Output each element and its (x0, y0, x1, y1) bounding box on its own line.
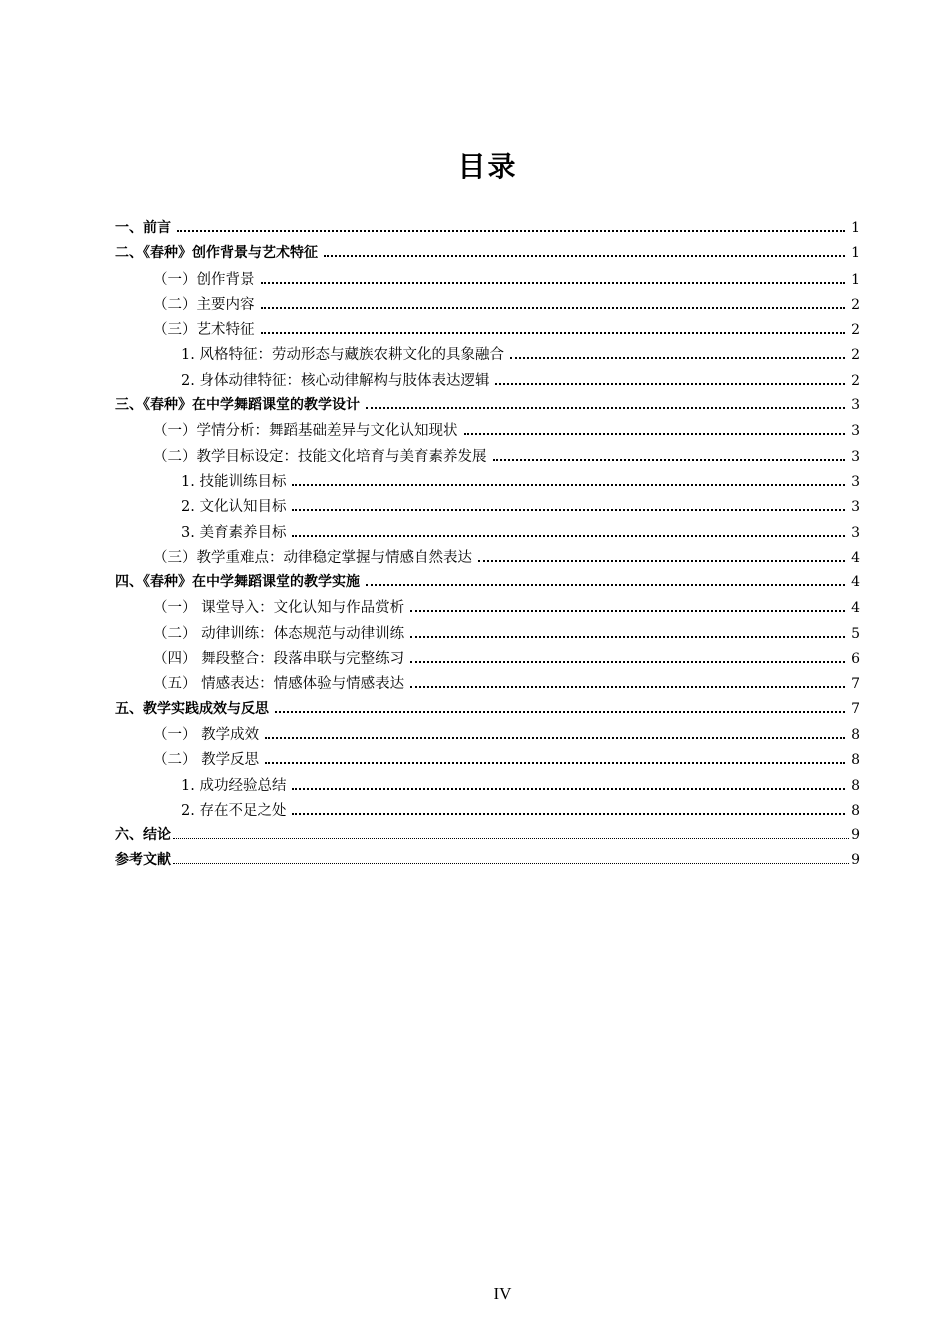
toc-page-number: 3 (851, 524, 860, 541)
toc-entry-text: （三）艺术特征 (153, 322, 255, 339)
toc-entry-5-2-2[interactable] (115, 799, 860, 824)
toc-dot-leader (366, 407, 845, 409)
toc-entry-text: （三）教学重难点：动律稳定掌握与情感自然表达 (153, 549, 472, 566)
toc-entry-text: 1. 风格特征：劳动形态与藏族农耕文化的具象融合 (181, 347, 504, 364)
toc-entry-chapter-5[interactable] (115, 698, 860, 723)
toc-entry-chapter-4[interactable] (115, 571, 860, 596)
toc-entry-3-2-2[interactable] (115, 495, 860, 520)
toc-entry-text: （二） 教学反思 (153, 752, 260, 769)
toc-entry-conclusion[interactable] (115, 824, 860, 849)
toc-page-number: 3 (851, 499, 860, 516)
toc-dot-leader (464, 433, 846, 435)
toc-page-number: 3 (851, 397, 860, 414)
page-title: 目录 (457, 150, 518, 183)
toc-dot-leader (261, 332, 846, 334)
toc-page-number: 3 (851, 448, 860, 465)
toc-entry-chapter-2[interactable] (115, 242, 860, 267)
toc-dot-leader (410, 610, 845, 612)
toc-entry-text: 三、《春种》在中学舞蹈课堂的教学设计 (115, 397, 360, 414)
toc-page-number: 2 (851, 322, 860, 339)
toc-dot-leader (173, 838, 849, 839)
toc-dot-leader (292, 813, 845, 815)
toc-entry-4-4[interactable] (115, 647, 860, 672)
toc-entry-text: 2. 文化认知目标 (181, 499, 287, 516)
toc-page-number: 9 (851, 827, 860, 844)
toc-page-number: 1 (851, 271, 860, 288)
toc-dot-leader (410, 686, 845, 688)
toc-entry-text: 一、前言 (115, 220, 171, 236)
toc-page-number: 4 (851, 574, 860, 591)
toc-dot-leader (495, 383, 845, 385)
toc-entry-preface[interactable] (115, 217, 860, 242)
toc-page-number: 8 (851, 726, 860, 743)
toc-dot-leader (275, 711, 845, 713)
toc-page-number: 6 (851, 651, 860, 668)
toc-page-number: 7 (851, 700, 860, 717)
toc-entry-3-1[interactable] (115, 419, 860, 444)
toc-dot-leader (265, 762, 845, 764)
toc-page-number: 8 (851, 752, 860, 769)
toc-page-number: 4 (851, 600, 860, 617)
toc-entry-2-3[interactable] (115, 318, 860, 343)
toc-dot-leader (292, 788, 845, 790)
toc-page-number: 2 (851, 372, 860, 389)
toc-entry-text: （一）学情分析：舞蹈基础差异与文化认知现状 (153, 423, 458, 440)
toc-entry-2-2[interactable] (115, 293, 860, 318)
toc-entry-5-2[interactable] (115, 748, 860, 773)
toc-entry-text: （二）教学目标设定：技能文化培育与美育素养发展 (153, 448, 487, 465)
toc-dot-leader (292, 535, 845, 537)
toc-entry-text: （一） 教学成效 (153, 726, 260, 743)
toc-entry-text: （二） 动律训练：体态规范与动律训练 (153, 625, 405, 642)
toc-entry-3-2[interactable] (115, 445, 860, 470)
toc-page-number: 7 (851, 676, 860, 693)
toc-page-number: 3 (851, 423, 860, 440)
toc-entry-text: 四、《春种》在中学舞蹈课堂的教学实施 (115, 574, 360, 591)
toc-entry-2-3-1[interactable] (115, 343, 860, 368)
toc-page-number: 1 (851, 245, 860, 262)
toc-entry-text: 五、教学实践成效与反思 (115, 700, 269, 717)
toc-entry-3-2-3[interactable] (115, 521, 860, 546)
toc-page-number: 2 (851, 296, 860, 313)
toc-dot-leader (410, 661, 845, 663)
page-number: IV (493, 1284, 512, 1303)
toc-entry-5-2-1[interactable] (115, 774, 860, 799)
toc-dot-leader (261, 307, 846, 309)
toc-entry-text: 参考文献 (115, 852, 171, 869)
toc-dot-leader (261, 282, 846, 284)
toc-entry-text: （四） 舞段整合：段落串联与完整练习 (153, 651, 405, 668)
toc-page-number: 8 (851, 777, 860, 794)
toc-entry-text: 1. 技能训练目标 (181, 473, 287, 490)
toc-page-number: 9 (851, 852, 860, 869)
toc-page-number: 8 (851, 802, 860, 819)
toc-dot-leader (292, 484, 845, 486)
toc-dot-leader (324, 255, 845, 257)
toc-entry-4-2[interactable] (115, 622, 860, 647)
toc-dot-leader (265, 737, 845, 739)
toc-dot-leader (493, 459, 846, 461)
toc-entry-text: 六、结论 (115, 827, 171, 844)
toc-entry-5-1[interactable] (115, 723, 860, 748)
toc-entry-text: （五） 情感表达：情感体验与情感表达 (153, 676, 405, 693)
toc-entry-3-3[interactable] (115, 546, 860, 571)
toc-dot-leader (366, 584, 845, 586)
toc-entry-4-1[interactable] (115, 596, 860, 621)
toc-entry-4-5[interactable] (115, 672, 860, 697)
toc-entry-2-3-2[interactable] (115, 369, 860, 394)
toc-entry-3-2-1[interactable] (115, 470, 860, 495)
toc-page-number: 5 (851, 625, 860, 642)
toc-dot-leader (510, 357, 845, 359)
toc-dot-leader (173, 863, 849, 864)
toc-dot-leader (292, 509, 845, 511)
toc-page-number: 1 (851, 220, 860, 236)
table-of-contents (115, 217, 860, 875)
toc-page-number: 3 (851, 473, 860, 490)
toc-dot-leader (410, 636, 845, 638)
toc-page-number: 2 (851, 347, 860, 364)
toc-entry-text: 二、《春种》创作背景与艺术特征 (115, 245, 318, 262)
toc-dot-leader (478, 560, 845, 562)
toc-entry-chapter-3[interactable] (115, 394, 860, 419)
toc-dot-leader (177, 230, 845, 232)
toc-entry-text: 2. 存在不足之处 (181, 802, 287, 819)
toc-page-number: 4 (851, 549, 860, 566)
toc-entry-text: 1. 成功经验总结 (181, 777, 287, 794)
toc-entry-text: （二）主要内容 (153, 296, 255, 313)
toc-entry-2-1[interactable] (115, 268, 860, 293)
toc-entry-text: 2. 身体动律特征：核心动律解构与肢体表达逻辑 (181, 372, 490, 389)
toc-entry-text: 3. 美育素养目标 (181, 524, 287, 541)
toc-entry-references[interactable] (115, 849, 860, 874)
toc-entry-text: （一） 课堂导入：文化认知与作品赏析 (153, 600, 405, 617)
toc-entry-text: （一）创作背景 (153, 271, 255, 288)
